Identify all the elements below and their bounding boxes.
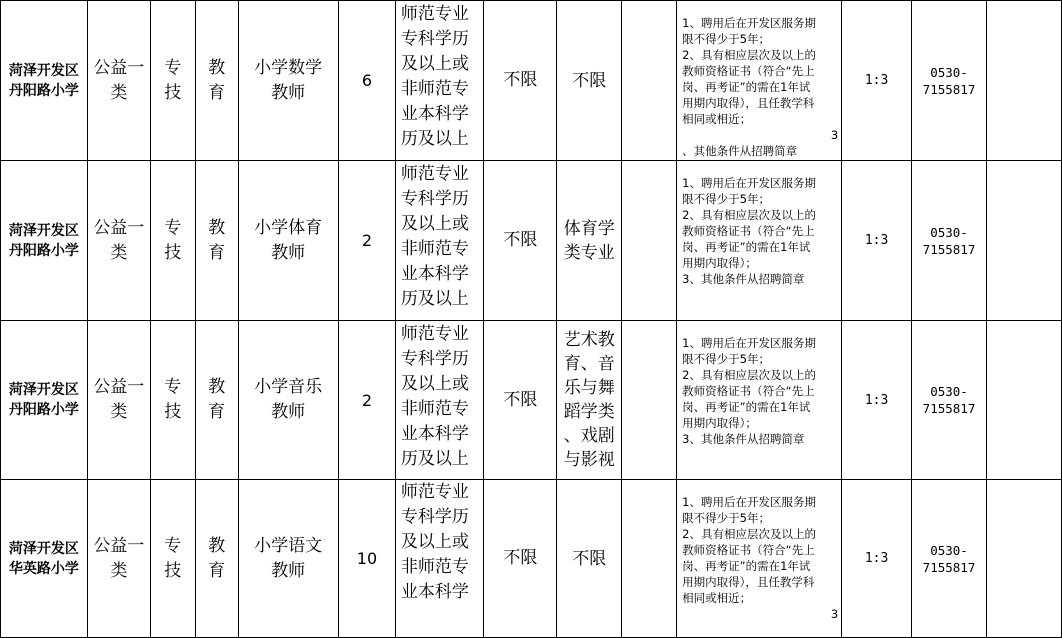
extra-cell [622, 161, 677, 321]
education-line: 历及以上 [400, 448, 469, 469]
unit-line: 丹阳路小学 [8, 402, 79, 418]
type-cell [150, 321, 195, 480]
field-lines [196, 375, 238, 425]
education-line: 师范专业 [400, 482, 469, 502]
category-line: 类 [110, 560, 128, 581]
conditions-line: 岗、再考证”的需在1年试 [682, 80, 811, 94]
phone-cell [912, 480, 987, 638]
position-line: 教师 [271, 242, 306, 263]
ratio-text: 1:3 [864, 392, 889, 408]
ratio-cell [842, 161, 912, 321]
phone-cell [912, 161, 987, 321]
conditions-cell [677, 480, 842, 638]
field-cell [195, 161, 238, 321]
table-row [1, 321, 1062, 480]
position-cell [238, 161, 338, 321]
education-lines [401, 162, 479, 319]
unit-cell [1, 321, 88, 480]
position-cell [238, 480, 338, 638]
category-line: 类 [110, 242, 128, 263]
unit-line: 菏泽开发区 [8, 222, 79, 239]
phone-line: 0530- [930, 384, 968, 399]
conditions-line: 2、具有相应层次及以上的 [682, 368, 816, 382]
field-lines [196, 216, 238, 266]
position-line: 小学语文 [254, 535, 323, 556]
conditions-cell [677, 1, 842, 161]
field-line: 教 [208, 535, 226, 556]
field-line: 教 [208, 377, 226, 397]
count-text: 2 [361, 390, 373, 410]
phone-lines [912, 383, 986, 417]
field-line: 育 [208, 242, 226, 263]
category-line: 公益一 [93, 377, 145, 397]
education-lines [401, 2, 479, 159]
education-line: 及以上或 [400, 373, 469, 394]
category-line: 类 [110, 82, 128, 103]
major-cell [557, 1, 622, 161]
type-line: 技 [164, 242, 182, 263]
phone-line: 7155817 [922, 241, 976, 257]
position-lines [239, 216, 338, 266]
category-cell [87, 480, 150, 638]
major-line: 与影视 [563, 450, 615, 470]
category-lines [88, 375, 150, 425]
count-cell [338, 480, 396, 638]
education-cell [396, 161, 484, 321]
unit-lines [1, 61, 87, 101]
count-text: 10 [356, 549, 378, 568]
major-line: 乐与舞 [563, 378, 615, 398]
major-cell [557, 161, 622, 321]
type-cell [150, 161, 195, 321]
unit-line: 菏泽开发区 [8, 62, 79, 79]
unit-cell [1, 161, 88, 321]
education-line: 及以上或 [400, 214, 469, 234]
conditions-line: 2、具有相应层次及以上的 [682, 48, 816, 62]
count-text: 2 [361, 231, 373, 250]
extra-cell [622, 480, 677, 638]
conditions-line: 教师资格证书（符合“先上 [682, 543, 815, 557]
conditions-line: 岗、再考证”的需在1年试 [682, 240, 811, 254]
unit-line: 华英路小学 [8, 560, 79, 577]
degree-text: 不限 [503, 230, 538, 250]
position-line: 教师 [271, 560, 306, 581]
unit-line: 菏泽开发区 [8, 540, 79, 557]
degree-cell [484, 480, 557, 638]
table-body [1, 1, 1062, 638]
education-line: 业本科学 [400, 264, 469, 284]
conditions-line: 1、聘用后在开发区服务期 [682, 495, 816, 509]
blank-cell [987, 161, 1062, 321]
type-cell [150, 1, 195, 161]
conditions-cell [677, 161, 842, 321]
unit-lines [1, 380, 87, 420]
conditions-line: 限不得少于5年； [682, 192, 770, 206]
category-line: 公益一 [93, 217, 145, 238]
type-line: 专 [164, 377, 182, 397]
education-line: 专科学历 [400, 189, 469, 209]
ratio-cell [842, 480, 912, 638]
table-row [1, 1, 1062, 161]
category-line: 类 [110, 402, 128, 422]
field-cell [195, 1, 238, 161]
phone-lines [912, 542, 986, 576]
education-line: 师范专业 [400, 164, 469, 184]
ratio-text: 1:3 [864, 551, 889, 566]
type-cell [150, 480, 195, 638]
conditions-lines [678, 480, 840, 622]
type-line: 技 [164, 560, 182, 581]
education-line: 师范专业 [400, 4, 469, 24]
phone-line: 0530- [930, 542, 968, 558]
category-cell [87, 161, 150, 321]
position-line: 小学音乐 [254, 377, 323, 397]
blank-cell [987, 1, 1062, 161]
education-lines [401, 322, 479, 479]
category-line: 公益一 [93, 57, 145, 78]
ratio-cell [842, 321, 912, 480]
category-lines [88, 216, 150, 266]
unit-line: 丹阳路小学 [8, 242, 79, 259]
conditions-line: 3、其他条件从招聘简章 [682, 272, 805, 286]
conditions-line: 2、具有相应层次及以上的 [682, 527, 816, 541]
conditions-line: 限不得少于5年； [682, 511, 770, 525]
count-cell [338, 1, 396, 161]
education-line: 历及以上 [400, 289, 469, 309]
phone-line: 0530- [930, 64, 968, 80]
conditions-line: 岗、再考证”的需在1年试 [682, 559, 811, 573]
education-line: 非师范专 [400, 79, 469, 99]
unit-cell [1, 1, 88, 161]
count-text: 6 [361, 71, 373, 90]
category-lines [88, 56, 150, 106]
count-cell [338, 321, 396, 480]
degree-text: 不限 [503, 548, 538, 568]
type-lines [151, 216, 195, 266]
type-line: 专 [164, 57, 182, 78]
unit-lines [1, 539, 87, 579]
conditions-line: 1、聘用后在开发区服务期 [682, 16, 816, 30]
position-line: 小学数学 [254, 57, 323, 78]
education-cell [396, 321, 484, 480]
type-line: 专 [164, 217, 182, 238]
extra-cell [622, 1, 677, 161]
position-lines [239, 56, 338, 106]
extra-cell [622, 321, 677, 480]
conditions-line: 限不得少于5年； [682, 32, 770, 46]
position-cell [238, 321, 338, 480]
major-lines [560, 328, 618, 472]
education-line: 及以上或 [400, 532, 469, 552]
conditions-line: 1、聘用后在开发区服务期 [682, 176, 816, 190]
type-lines [151, 56, 195, 106]
field-cell [195, 480, 238, 638]
degree-text: 不限 [503, 389, 538, 410]
conditions-line: 岗、再考证”的需在1年试 [682, 400, 811, 414]
education-line: 专科学历 [400, 348, 469, 369]
type-line: 专 [164, 535, 182, 556]
education-line: 非师范专 [400, 557, 469, 577]
unit-line: 菏泽开发区 [8, 382, 79, 398]
major-line: 不限 [572, 70, 607, 91]
education-line: 非师范专 [400, 239, 469, 259]
position-lines [239, 375, 338, 425]
education-lines [401, 480, 479, 637]
degree-cell [484, 321, 557, 480]
type-lines [151, 534, 195, 584]
blank-cell [987, 480, 1062, 638]
field-line: 育 [208, 560, 226, 581]
field-lines [196, 534, 238, 584]
education-line: 及以上或 [400, 54, 469, 74]
education-line: 业本科学 [400, 104, 469, 124]
major-line: 体育学 [563, 218, 615, 239]
conditions-line: 相同或相近； [682, 591, 752, 605]
type-line: 技 [164, 82, 182, 103]
phone-lines [912, 224, 986, 258]
major-line: 不限 [572, 548, 607, 569]
education-line: 专科学历 [400, 507, 469, 527]
major-line: 育、音 [563, 354, 615, 374]
field-line: 教 [208, 57, 226, 78]
education-cell [396, 1, 484, 161]
major-lines [560, 217, 618, 265]
education-line: 专科学历 [400, 29, 469, 49]
major-line: 蹈学类 [563, 402, 615, 422]
field-cell [195, 321, 238, 480]
conditions-line: 用期内取得）； [682, 256, 757, 270]
phone-cell [912, 321, 987, 480]
major-cell [557, 321, 622, 480]
conditions-line: 教师资格证书（符合“先上 [682, 224, 815, 238]
field-line: 育 [208, 82, 226, 103]
conditions-line: 、其他条件从招聘简章 [682, 144, 798, 158]
education-line: 业本科学 [400, 423, 469, 444]
position-line: 小学体育 [254, 217, 323, 238]
conditions-line: 限不得少于5年； [682, 352, 770, 366]
degree-cell [484, 1, 557, 161]
phone-line: 7155817 [922, 559, 976, 575]
education-line: 师范专业 [400, 323, 469, 344]
unit-lines [1, 221, 87, 261]
degree-text: 不限 [503, 70, 538, 90]
count-cell [338, 161, 396, 321]
category-cell [87, 1, 150, 161]
conditions-line: 3 [830, 607, 839, 621]
table-row [1, 161, 1062, 321]
conditions-lines [678, 321, 840, 447]
blank-cell [987, 321, 1062, 480]
conditions-line: 教师资格证书（符合“先上 [682, 384, 815, 398]
phone-line: 7155817 [922, 81, 976, 97]
position-line: 教师 [271, 82, 306, 103]
conditions-lines [678, 161, 840, 287]
education-cell [396, 480, 484, 638]
conditions-line: 用期内取得）； [682, 416, 757, 430]
conditions-line: 3 [830, 128, 839, 142]
position-lines [239, 534, 338, 584]
position-line: 教师 [271, 402, 306, 422]
education-line: 业本科学 [400, 582, 469, 602]
ratio-text: 1:3 [864, 73, 889, 88]
field-line: 育 [208, 402, 226, 422]
major-lines [560, 69, 618, 93]
conditions-line: 用期内取得），且任教学科 [682, 96, 815, 110]
degree-cell [484, 161, 557, 321]
conditions-line: 教师资格证书（符合“先上 [682, 64, 815, 78]
conditions-line: 1、聘用后在开发区服务期 [682, 336, 816, 350]
category-line: 公益一 [93, 535, 145, 556]
major-line: 艺术教 [563, 330, 615, 350]
major-line: 类专业 [563, 242, 615, 263]
category-lines [88, 534, 150, 584]
type-lines [151, 375, 195, 425]
conditions-line: 用期内取得），且任教学科 [682, 575, 815, 589]
unit-line: 丹阳路小学 [8, 82, 79, 99]
type-line: 技 [164, 402, 182, 422]
ratio-cell [842, 1, 912, 161]
major-lines [560, 547, 618, 571]
field-lines [196, 56, 238, 106]
conditions-line: 3、其他条件从招聘简章 [682, 432, 805, 446]
major-cell [557, 480, 622, 638]
phone-line: 7155817 [922, 401, 976, 416]
education-line: 非师范专 [400, 398, 469, 419]
phone-lines [912, 64, 986, 98]
phone-cell [912, 1, 987, 161]
conditions-cell [677, 321, 842, 480]
ratio-text: 1:3 [864, 233, 889, 248]
education-line: 历及以上 [400, 129, 469, 149]
conditions-line: 相同或相近； [682, 112, 752, 126]
major-line: 、戏剧 [563, 426, 615, 446]
phone-line: 0530- [930, 224, 968, 240]
conditions-line: 2、具有相应层次及以上的 [682, 208, 816, 222]
field-line: 教 [208, 217, 226, 238]
unit-cell [1, 480, 88, 638]
table-row [1, 480, 1062, 638]
conditions-lines [678, 1, 840, 159]
category-cell [87, 321, 150, 480]
position-cell [238, 1, 338, 161]
